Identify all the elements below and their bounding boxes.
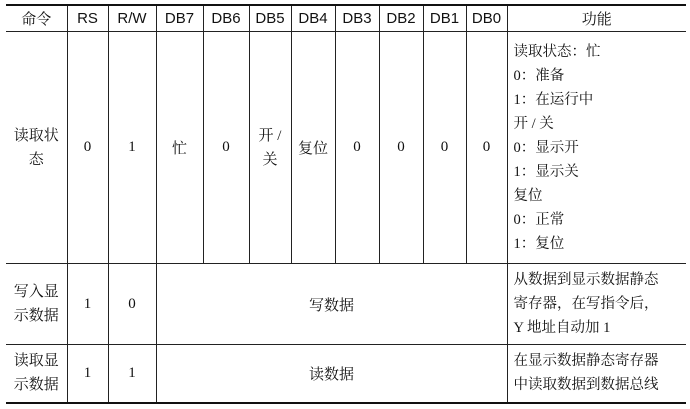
header-row [6,5,686,32]
header-cell: DB7 [156,5,203,32]
rs-cell: 1 [67,264,108,345]
function-line: 0：准备 [513,67,565,84]
function-line: 0：显示开 [513,139,579,156]
db4-cell: 复位 [291,32,335,264]
function-line: 1：显示关 [513,163,579,180]
header-cell: DB6 [203,5,249,32]
header-cell: 命令 [21,11,52,28]
db3-cell: 0 [335,32,379,264]
header-cell: DB2 [379,5,423,32]
table-row-write-data [6,264,686,345]
command-name [6,345,67,403]
function-line: 中读取数据到数据总线 [513,377,659,394]
function-line: 读取状态：忙 [513,43,601,60]
rw-cell: 1 [108,32,156,264]
db2-cell: 0 [379,32,423,264]
function-line: 复位 [513,187,543,204]
header-cell: DB4 [291,5,335,32]
function-description [507,32,686,264]
db6-cell: 0 [203,32,249,264]
db0-cell: 0 [466,32,507,264]
data-span-cell: 读数据 [156,345,507,403]
rs-cell: 1 [67,345,108,403]
command-name [6,264,67,345]
function-line: 在显示数据静态寄存器 [513,353,659,370]
db5-cell [249,32,291,264]
function-line: 从数据到显示数据静态 [513,272,659,288]
table-row-read-data [6,345,686,403]
table-row-read-status [6,32,686,264]
header-cell: R/W [108,5,156,32]
db7-cell: 忙 [156,32,203,264]
function-line: 寄存器，在写指令后， [513,296,659,312]
function-line: 0：正常 [513,211,565,228]
function-line: 1：复位 [513,235,565,252]
command-name [6,32,67,264]
function-line: Y 地址自动加 1 [513,320,611,336]
data-span-cell: 写数据 [156,264,507,345]
header-cell: DB3 [335,5,379,32]
db1-cell: 0 [423,32,466,264]
command-table [6,4,686,404]
command-label: 写入显示数据 [13,284,59,324]
header-cell: 功能 [507,5,686,32]
rw-cell: 1 [108,345,156,403]
header-cell: RS [67,5,108,32]
header-cell: DB5 [249,5,291,32]
command-label: 读取状态 [13,127,59,168]
header-cell: DB1 [423,5,466,32]
function-description [507,264,686,345]
command-label: 读取显示数据 [13,353,59,394]
function-line: 1：在运行中 [513,91,594,108]
header-cell: DB0 [466,5,507,32]
db5-label: 开 / 关 [258,127,282,168]
function-line: 开 / 关 [513,115,554,132]
rs-cell: 0 [67,32,108,264]
function-description [507,345,686,403]
rw-cell: 0 [108,264,156,345]
